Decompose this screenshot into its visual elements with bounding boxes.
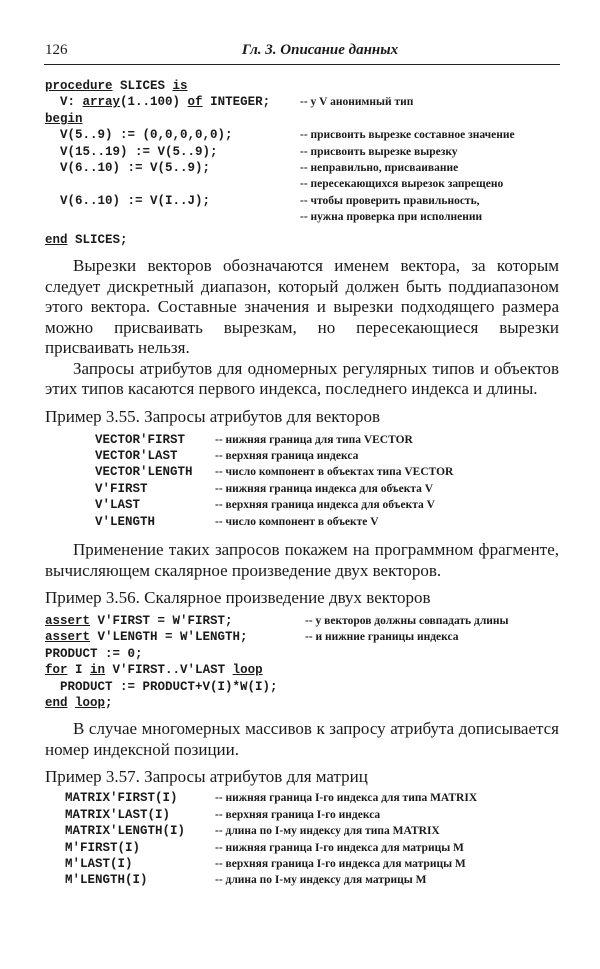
code-text: I — [67, 663, 91, 678]
code-comment: -- нижняя граница I-го индекса для типа MATRIX — [215, 792, 478, 805]
example56-code — [45, 613, 559, 711]
paragraph: Запросы атрибутов для одномерных регулярных типов и объектов этих типов касаются первого индекса, последнего индекса и длины. — [45, 358, 559, 399]
code-line — [45, 679, 297, 695]
paragraph: Вырезки векторов обозначаются именем вектора, за которым следует дискретный диапазон, который должен быть поддиапазоном этого вектора. Составные значения и вырезки подходящего размера можно присваивать вырезкам, но пересекающиеся вырезки присваивать нельзя. — [45, 256, 559, 358]
attribute-query: V'LAST — [95, 498, 141, 513]
code-text: V(15..19) := V(5..9); — [45, 144, 218, 159]
code-keyword: array — [82, 95, 121, 110]
slices-code — [45, 78, 559, 248]
code-comment: -- присвоить вырезке вырезку — [300, 145, 458, 158]
code-comment: -- у векторов должны совпадать длины — [305, 615, 509, 627]
code-keyword: end — [45, 696, 68, 711]
code-comment: -- чтобы проверить правильность, — [300, 194, 480, 207]
code-line — [45, 127, 292, 143]
code-line — [45, 94, 292, 110]
page-body — [45, 78, 559, 889]
code-text: SLICES — [112, 79, 173, 93]
code-comment: -- длина по I-му индексу для типа MATRIX — [215, 825, 440, 838]
code-text: SLICES; — [67, 232, 128, 247]
paragraph: Применение таких запросов покажем на программном фрагменте, вычисляющем скалярное произведение двух векторов. — [45, 540, 559, 580]
code-line — [45, 695, 297, 711]
code-comment: -- неправильно, присваивание — [300, 162, 459, 175]
code-comment — [305, 662, 559, 678]
code-comment: -- число компонент в объекте V — [215, 515, 379, 528]
code-text: (1..100) — [120, 95, 188, 110]
code-keyword: begin — [45, 111, 83, 126]
code-line — [45, 629, 297, 645]
body-text-3 — [45, 719, 559, 760]
attribute-query: MATRIX'LAST(I) — [65, 807, 171, 822]
code-text: V'FIRST..V'LAST — [105, 663, 233, 678]
attribute-query: M'LAST(I) — [65, 857, 133, 872]
example-heading: Пример 3.57. Запросы атрибутов для матриц — [45, 767, 368, 787]
header-rule — [44, 64, 560, 65]
code-line — [45, 176, 292, 192]
example55-code — [95, 432, 559, 530]
attribute-query: M'FIRST(I) — [65, 840, 141, 855]
code-comment — [300, 232, 559, 248]
code-keyword: end — [45, 232, 68, 247]
code-keyword: is — [172, 79, 188, 93]
code-text: V(6..10) := V(5..9); — [45, 161, 211, 176]
attribute-query: MATRIX'FIRST(I) — [65, 791, 178, 806]
code-comment: -- и нижние границы индекса — [305, 631, 459, 644]
attribute-query: VECTOR'FIRST — [95, 432, 186, 447]
code-text: PRODUCT := 0; — [45, 646, 143, 661]
code-line — [45, 613, 297, 629]
code-text: INTEGER; — [202, 95, 271, 110]
code-comment — [305, 646, 559, 662]
attribute-query: V'LENGTH — [95, 514, 156, 529]
code-comment: -- пересекающихся вырезок запрещено — [300, 178, 504, 191]
code-comment: -- у V анонимный тип — [300, 96, 414, 109]
code-text: PRODUCT := PRODUCT+V(I)*W(I); — [45, 679, 278, 694]
code-line — [45, 662, 297, 678]
code-comment — [305, 695, 559, 711]
body-text-2 — [45, 540, 559, 581]
code-line — [45, 78, 292, 94]
code-comment: -- верхняя граница I-го индекса для матрицы M — [215, 858, 466, 871]
body-text-1 — [45, 256, 559, 400]
code-text: ; — [105, 696, 113, 711]
code-comment: -- нижняя граница для типа VECTOR — [215, 433, 413, 446]
code-keyword: assert — [45, 614, 91, 628]
code-text — [68, 696, 76, 710]
code-comment — [300, 78, 559, 94]
example-heading: Пример 3.55. Запросы атрибутов для векторов — [45, 406, 381, 426]
code-line — [45, 160, 292, 176]
code-text: V(5..9) := (0,0,0,0,0); — [45, 128, 233, 143]
code-comment: -- нижняя граница индекса для объекта V — [215, 482, 434, 495]
code-comment: -- верхняя граница индекса для объекта V — [215, 499, 435, 512]
page-number: 126 — [45, 42, 68, 58]
code-text: V: — [45, 95, 83, 110]
code-comment: -- присвоить вырезке составное значение — [300, 129, 515, 142]
code-keyword: for — [45, 663, 68, 678]
code-keyword: in — [90, 663, 106, 678]
attribute-query: V'FIRST — [95, 481, 148, 496]
code-comment: -- нижняя граница I-го индекса для матрицы M — [215, 841, 464, 854]
example-heading: Пример 3.56. Скалярное произведение двух векторов — [45, 588, 431, 607]
code-comment: -- нужна проверка при исполнении — [300, 211, 483, 224]
example57-code — [65, 790, 559, 888]
code-comment: -- число компонент в объектах типа VECTOR — [215, 466, 454, 479]
code-line — [45, 193, 292, 209]
code-keyword: loop — [75, 696, 106, 711]
code-line — [45, 646, 297, 662]
code-line — [45, 144, 292, 160]
code-comment — [300, 111, 559, 127]
attribute-query: VECTOR'LENGTH — [95, 465, 193, 480]
code-comment — [305, 679, 559, 695]
code-keyword: of — [187, 95, 203, 110]
attribute-query: MATRIX'LENGTH(I) — [65, 824, 186, 839]
code-line — [45, 209, 292, 225]
paragraph: В случае многомерных массивов к запросу атрибута дописывается номер индексной позиции. — [45, 719, 559, 759]
code-text: V(6..10) := V(I..J); — [45, 193, 211, 208]
code-keyword: assert — [45, 630, 91, 645]
code-comment: -- верхняя граница I-го индекса — [215, 808, 381, 821]
running-header: Гл. 3. Описание данных — [241, 42, 399, 58]
attribute-query: M'LENGTH(I) — [65, 873, 148, 888]
code-comment: -- длина по I-му индексу для матрицы M — [215, 874, 427, 887]
code-keyword: procedure — [45, 79, 113, 93]
code-text: V'FIRST = W'FIRST; — [90, 614, 233, 628]
code-text: V'LENGTH = W'LENGTH; — [90, 630, 248, 645]
attribute-query: VECTOR'LAST — [95, 448, 178, 463]
code-keyword: loop — [232, 663, 263, 678]
code-line — [45, 232, 292, 248]
code-comment: -- верхняя граница индекса — [215, 449, 359, 462]
code-line — [45, 111, 292, 127]
